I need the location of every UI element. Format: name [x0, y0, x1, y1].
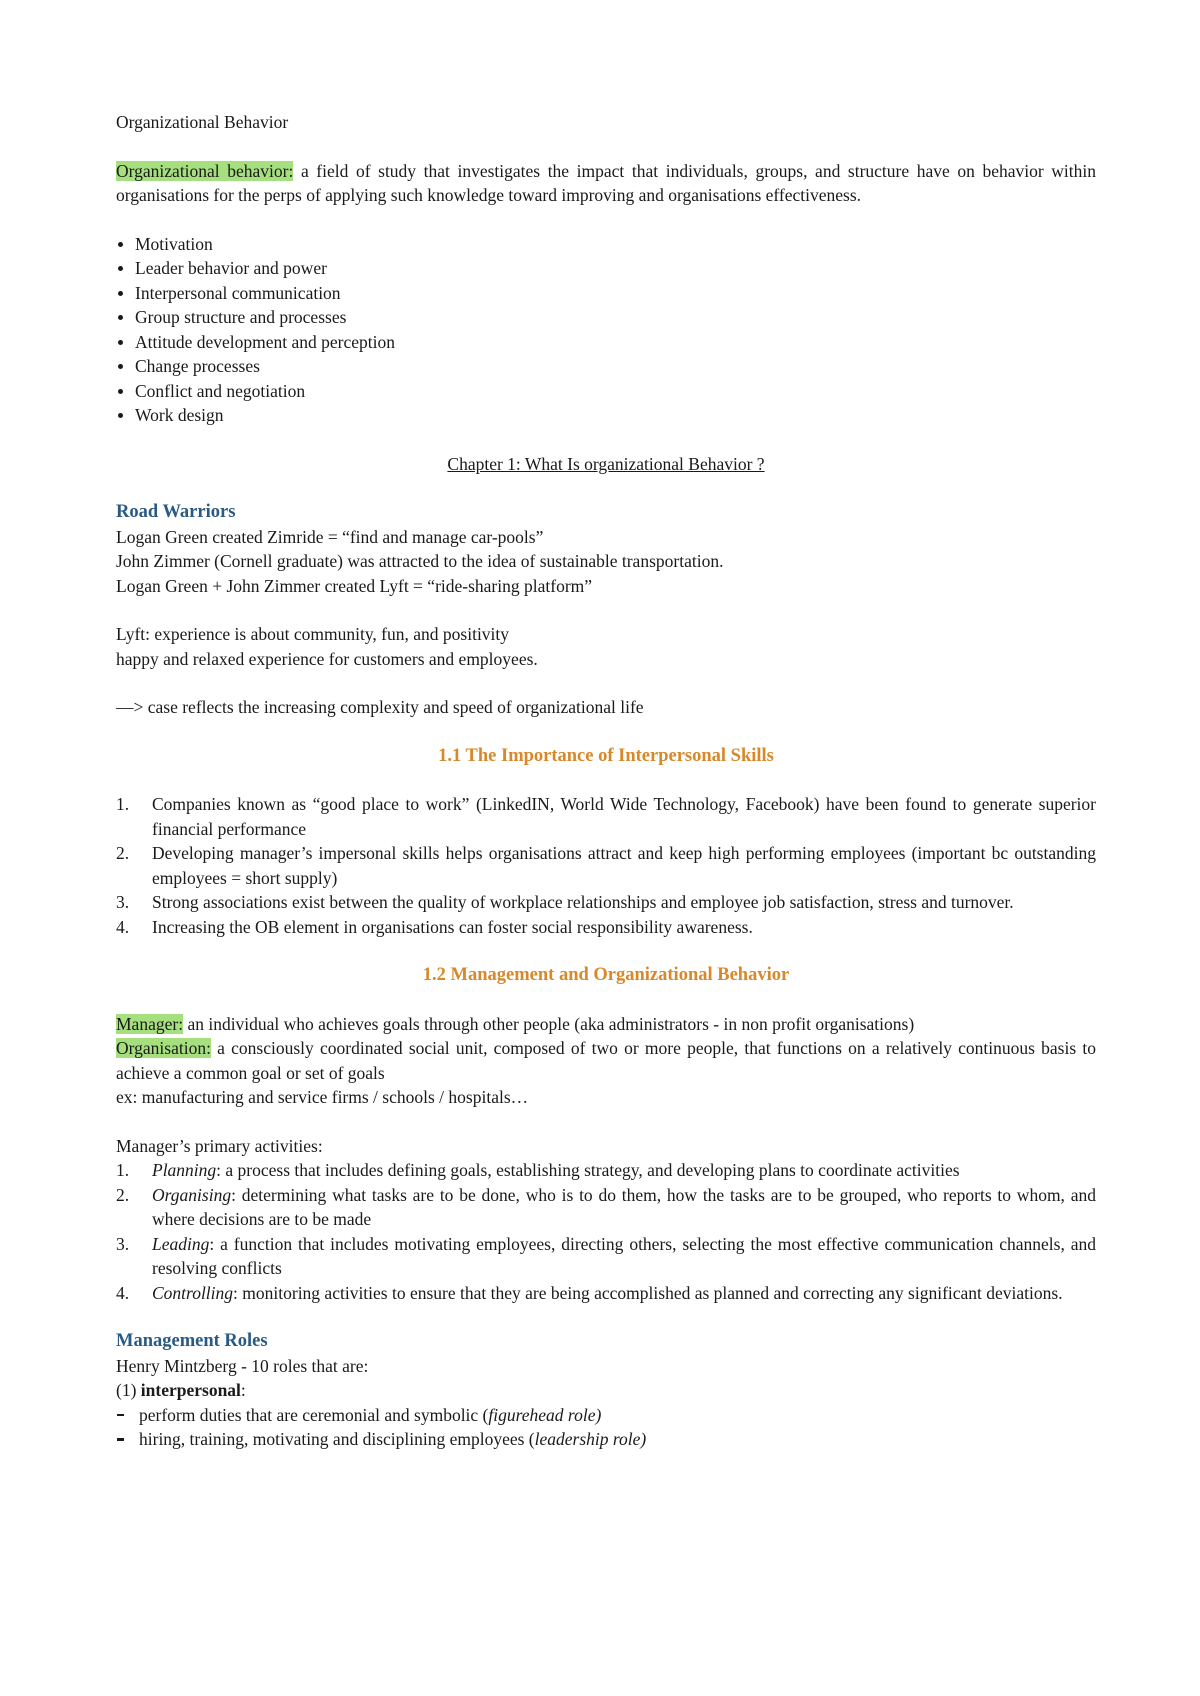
activity-term: Organising [152, 1184, 232, 1205]
road-warriors-line: Logan Green created Zimride = “find and manage car-pools” [116, 526, 544, 547]
manager-definition [116, 1012, 1096, 1037]
lyft-line: Lyft: experience is about community, fun, and positivity [116, 624, 510, 644]
activity-term: Controlling [152, 1282, 234, 1303]
road-warriors-line: Logan Green + John Zimmer created Lyft = “ride-sharing platform” [116, 575, 593, 596]
activity-term: Planning [152, 1160, 217, 1180]
manager-term-highlight: Manager: [116, 1013, 184, 1034]
list-item: 2. Developing manager’s impersonal skills helps organisations attract and keep high performing employees (important bc outstanding employees = short supply) [116, 843, 1096, 888]
chapter-title-wrap [116, 452, 1096, 477]
topic-item: Motivation [116, 232, 1096, 257]
document-title: Organizational Behavior [116, 112, 289, 132]
organisation-definition [116, 1036, 1096, 1085]
interpersonal-skills-list [116, 792, 1096, 939]
organisation-definition-text: a consciously coordinated social unit, composed of two or more people, that functions on a relatively continuous basis to achieve a common goal or set of goals [116, 1038, 1096, 1083]
role-group-label: interpersonal [140, 1380, 241, 1400]
list-item: 1. Planning: a process that includes defining goals, establishing strategy, and developing plans to coordinate activities [116, 1160, 960, 1180]
chapter-title: Chapter 1: What Is organizational Behavior ? [447, 453, 765, 474]
manager-definition-text: an individual who achieves goals through other people (aka administrators - in non profit organisations) [183, 1013, 915, 1034]
topic-item: Work design [116, 403, 1096, 428]
list-item: 4. Increasing the OB element in organisations can foster social responsibility awareness. [116, 916, 753, 937]
ob-definition-text: a field of study that investigates the impact that individuals, groups, and structure have on behavior within organisations for the perps of applying such knowledge toward improving and organisations effectiveness. [116, 160, 1096, 205]
role-group: (1) interpersonal: [116, 1380, 246, 1400]
interpersonal-duties-list [116, 1403, 1096, 1452]
manager-activities-list [116, 1158, 1096, 1305]
document-page [116, 110, 1096, 1452]
role-name: leadership role) [534, 1429, 647, 1449]
activity-term: Leading [152, 1233, 210, 1254]
role-name: figurehead role) [488, 1404, 602, 1425]
list-item: 4. Controlling: monitoring activities to ensure that they are being accomplished as planned and correcting any significant deviations. [116, 1282, 1063, 1303]
road-warriors-heading: Road Warriors [116, 502, 236, 522]
topic-item: Interpersonal communication [116, 281, 1096, 306]
ob-definition [116, 159, 1096, 208]
section-1-1-heading: 1.1 The Importance of Interpersonal Skills [438, 745, 774, 766]
list-item: 3. Strong associations exist between the quality of workplace relationships and employee job satisfaction, stress and turnover. [116, 892, 1014, 912]
ob-term-highlight: Organizational behavior: [116, 160, 294, 181]
lyft-line: happy and relaxed experience for customers and employees. [116, 648, 538, 669]
list-item: 3. Leading: a function that includes motivating employees, directing others, selecting the most effective communication channels, and resolving conflicts [116, 1233, 1096, 1278]
topic-item: Change processes [116, 354, 1096, 379]
topic-item: Leader behavior and power [116, 256, 1096, 281]
list-item: hiring, training, motivating and disciplining employees (leadership role) [116, 1427, 1096, 1452]
topic-item: Group structure and processes [116, 305, 1096, 330]
mintzberg-intro: Henry Mintzberg - 10 roles that are: [116, 1355, 369, 1376]
management-roles-heading: Management Roles [116, 1331, 268, 1351]
topic-item: Conflict and negotiation [116, 379, 1096, 404]
topic-list [116, 232, 1096, 428]
list-item: 2. Organising: determining what tasks are to be done, who is to do them, how the tasks are to be grouped, who reports to whom, and where decisions are to be made [116, 1184, 1096, 1229]
organisation-example: ex: manufacturing and service firms / schools / hospitals… [116, 1087, 529, 1107]
organisation-term-highlight: Organisation: [116, 1038, 211, 1058]
activities-intro: Manager’s primary activities: [116, 1135, 323, 1156]
list-item: 1. Companies known as “good place to work” (LinkedIN, World Wide Technology, Facebook) have been found to generate superior financial performance [116, 794, 1096, 839]
road-warriors-line: John Zimmer (Cornell graduate) was attracted to the idea of sustainable transportation. [116, 551, 724, 571]
case-conclusion: —> case reflects the increasing complexity and speed of organizational life [116, 697, 644, 717]
topic-item: Attitude development and perception [116, 330, 1096, 355]
section-1-2-heading: 1.2 Management and Organizational Behavior [422, 965, 790, 985]
list-item: perform duties that are ceremonial and symbolic (figurehead role) [116, 1403, 1096, 1428]
